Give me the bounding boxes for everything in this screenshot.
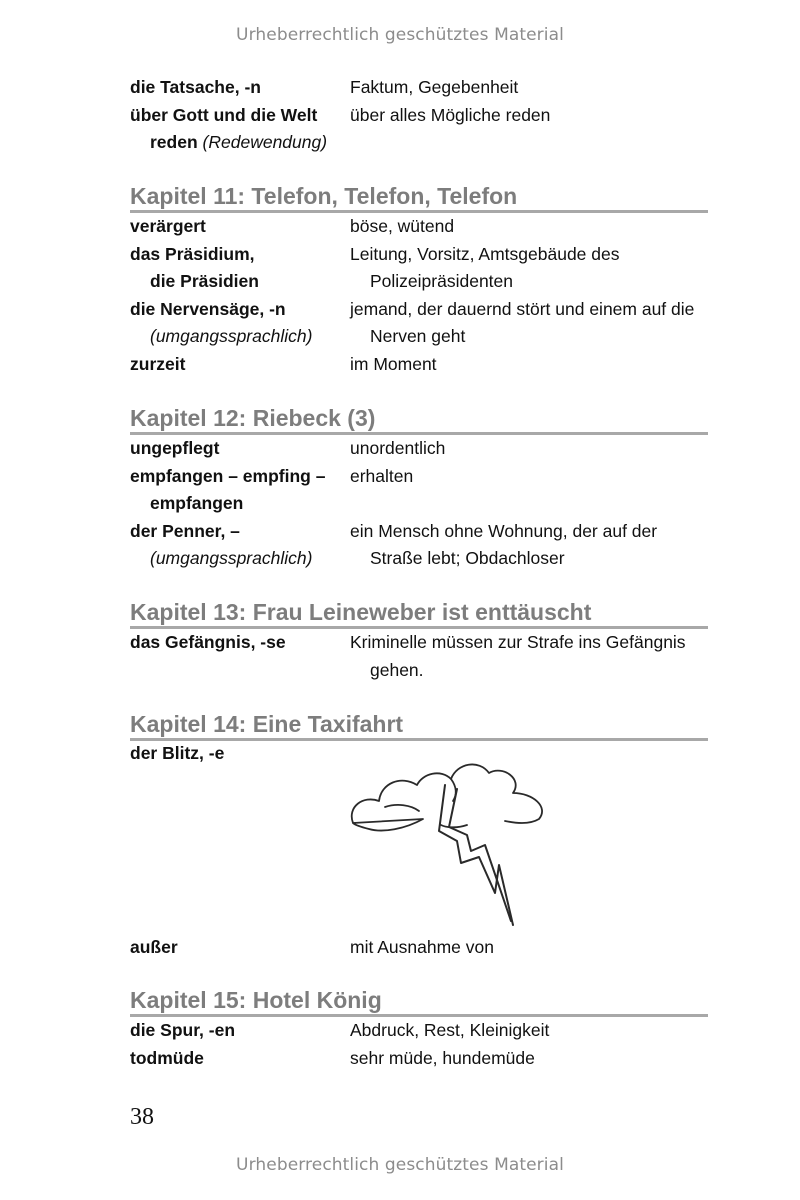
- glossary-entry: [130, 1045, 710, 1073]
- entry-term: [130, 241, 350, 296]
- entry-definition-continuation: gehen.: [370, 659, 424, 680]
- glossary-entry: [130, 213, 710, 241]
- entry-definition: Abdruck, Rest, Kleinigkeit: [350, 1020, 550, 1040]
- entry-term: zurzeit: [130, 353, 186, 374]
- entry-definition: [350, 629, 710, 684]
- entry-term-main: das Präsidium,: [130, 243, 255, 264]
- entry-definition: sehr müde, hundemüde: [350, 1047, 535, 1068]
- entry-term-note: (umgangssprachlich): [150, 548, 313, 568]
- glossary-entry: [130, 241, 710, 296]
- glossary-entry: [130, 1017, 710, 1045]
- entry-definition-main: Kriminelle müssen zur Strafe ins Gefängnis: [350, 632, 686, 652]
- entry-definition: mit Ausnahme von: [350, 937, 494, 957]
- entry-term: das Gefängnis, -se: [130, 632, 286, 652]
- intro-entries: [130, 74, 710, 157]
- glossary-entry: [130, 296, 710, 351]
- chapter-heading: Kapitel 13: Frau Leineweber ist enttäuscht: [130, 598, 708, 629]
- glossary-entry: [130, 351, 710, 379]
- entry-term-continuation: empfangen: [150, 493, 244, 513]
- lightning-cloud-icon: [345, 745, 555, 930]
- entry-term-note: (Redewendung): [202, 132, 328, 152]
- entry-term: außer: [130, 937, 178, 957]
- entry-term: [130, 102, 350, 157]
- glossary-entry: [130, 102, 710, 157]
- watermark-bottom: Urheberrechtlich geschütztes Material: [236, 1155, 564, 1175]
- entry-term-main: der Penner, –: [130, 520, 240, 541]
- chapter-13-entries: [130, 629, 710, 684]
- entry-definition-main: Leitung, Vorsitz, Amtsgebäude des: [350, 243, 620, 264]
- entry-definition: unordentlich: [350, 438, 446, 458]
- entry-term: [130, 463, 350, 518]
- glossary-entry: [130, 435, 710, 463]
- entry-term: verärgert: [130, 216, 206, 236]
- chapter-11-entries: [130, 213, 710, 378]
- entry-term: ungepflegt: [130, 438, 220, 458]
- entry-definition: erhalten: [350, 465, 414, 486]
- entry-term-continuation: die Präsidien: [150, 271, 259, 291]
- entry-term-continuation: reden (Redewendung): [150, 132, 328, 152]
- chapter-15-entries: [130, 1017, 710, 1072]
- glossary-entry: [130, 934, 710, 962]
- lightning-bolt: [449, 789, 511, 921]
- glossary-entry: [130, 518, 710, 573]
- entry-term-main: empfangen – empfing –: [130, 465, 326, 486]
- entry-term-main: die Nervensäge, -n: [130, 298, 286, 319]
- chapter-heading: Kapitel 15: Hotel König: [130, 986, 708, 1017]
- entry-definition-main: ein Mensch ohne Wohnung, der auf der: [350, 520, 658, 541]
- entry-term-main: über Gott und die Welt: [130, 104, 318, 125]
- entry-term: der Blitz, -e: [130, 743, 225, 763]
- entry-term: [130, 518, 350, 573]
- entry-term: [130, 296, 350, 351]
- chapter-heading: Kapitel 11: Telefon, Telefon, Telefon: [130, 182, 708, 213]
- glossary-entry: [130, 629, 710, 684]
- entry-definition-continuation: Nerven geht: [370, 326, 466, 346]
- entry-definition: [350, 296, 710, 351]
- lightning-bolt: [439, 785, 513, 925]
- glossary-entry: [130, 463, 710, 518]
- entry-term: todmüde: [130, 1047, 204, 1068]
- watermark-top: Urheberrechtlich geschütztes Material: [236, 25, 564, 45]
- chapter-heading: Kapitel 14: Eine Taxifahrt: [130, 710, 708, 741]
- cloud-inner-line: [385, 805, 419, 811]
- entry-definition-continuation: Straße lebt; Obdachloser: [370, 548, 565, 568]
- entry-definition: Faktum, Gegebenheit: [350, 77, 519, 97]
- page-number: 38: [130, 1104, 154, 1130]
- entry-definition: [350, 241, 710, 296]
- entry-term: die Tatsache, -n: [130, 77, 261, 97]
- glossary-entry: [130, 74, 710, 102]
- entry-definition-continuation: Polizeipräsidenten: [370, 271, 514, 291]
- entry-definition: im Moment: [350, 353, 437, 374]
- chapter-heading: Kapitel 12: Riebeck (3): [130, 404, 708, 435]
- entry-definition: [350, 518, 710, 573]
- entry-term: die Spur, -en: [130, 1020, 236, 1040]
- entry-definition: böse, wütend: [350, 216, 455, 236]
- entry-definition: über alles Mögliche reden: [350, 104, 551, 125]
- cloud-outline: [352, 764, 542, 830]
- entry-definition-main: jemand, der dauernd stört und einem auf die: [350, 298, 695, 319]
- entry-term-note: (umgangssprachlich): [150, 326, 313, 346]
- chapter-12-entries: [130, 435, 710, 573]
- chapter-14-entry-ausser: [130, 934, 710, 962]
